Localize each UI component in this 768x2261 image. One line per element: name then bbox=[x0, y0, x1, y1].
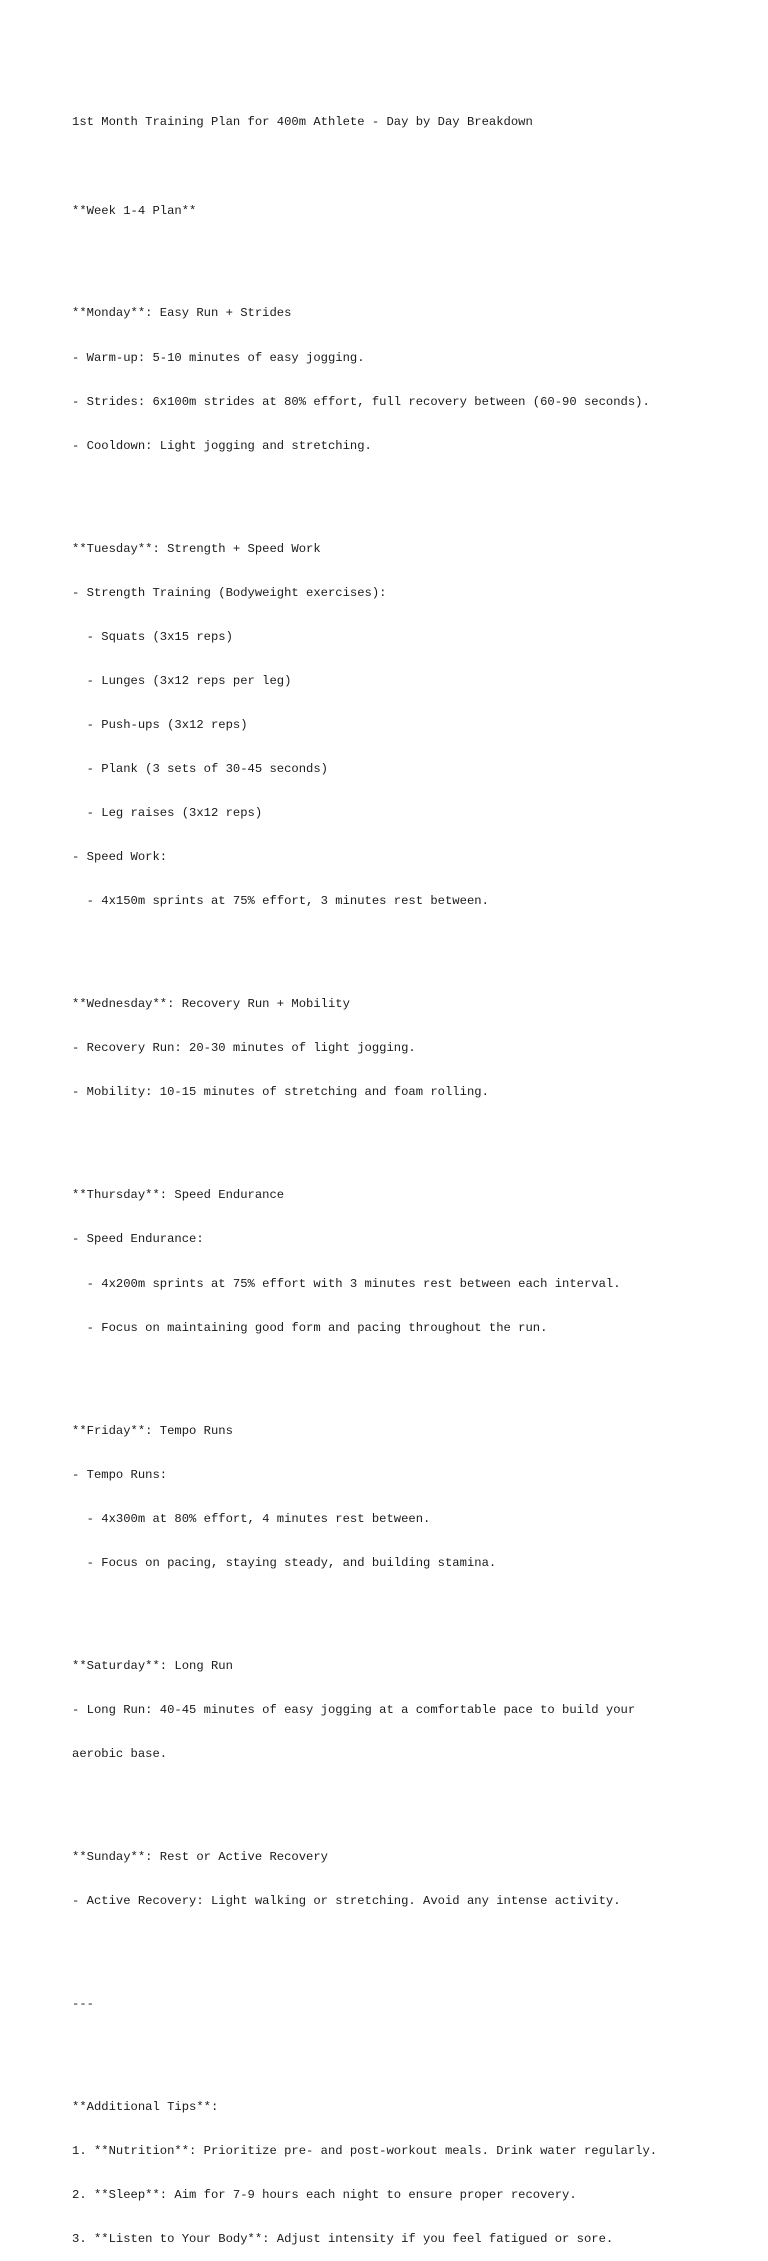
tip-item: 3. **Listen to Your Body**: Adjust intensity if you feel fatigued or sore. bbox=[72, 2231, 614, 2246]
sunday-line: - Active Recovery: Light walking or stretching. Avoid any intense activity. bbox=[72, 1893, 621, 1908]
blank-line bbox=[72, 248, 752, 263]
tuesday-line: - Push-ups (3x12 reps) bbox=[72, 718, 248, 733]
friday-line: - Tempo Runs: bbox=[72, 1467, 168, 1482]
monday-heading: **Monday**: Easy Run + Strides bbox=[72, 306, 292, 321]
blank-line bbox=[72, 2041, 752, 2056]
blank-line bbox=[72, 1365, 752, 1380]
saturday-line: - Long Run: 40-45 minutes of easy jogging at a comfortable pace to build your bbox=[72, 1702, 636, 1717]
separator: --- bbox=[72, 1996, 94, 2011]
blank-line bbox=[72, 483, 752, 498]
tips-heading: **Additional Tips**: bbox=[72, 2099, 219, 2114]
tuesday-line: - Strength Training (Bodyweight exercises): bbox=[72, 585, 387, 600]
wednesday-line: - Recovery Run: 20-30 minutes of light jogging. bbox=[72, 1041, 416, 1056]
tuesday-line: - Lunges (3x12 reps per leg) bbox=[72, 673, 292, 688]
tuesday-line: - Leg raises (3x12 reps) bbox=[72, 806, 263, 821]
wednesday-heading: **Wednesday**: Recovery Run + Mobility bbox=[72, 997, 350, 1012]
thursday-line: - 4x200m sprints at 75% effort with 3 minutes rest between each interval. bbox=[72, 1276, 621, 1291]
blank-line bbox=[72, 1938, 752, 1953]
monday-line: - Strides: 6x100m strides at 80% effort, full recovery between (60-90 seconds). bbox=[72, 394, 650, 409]
tuesday-line: - Plank (3 sets of 30-45 seconds) bbox=[72, 762, 328, 777]
blank-line bbox=[72, 1791, 752, 1806]
tuesday-line: - 4x150m sprints at 75% effort, 3 minutes rest between. bbox=[72, 894, 489, 909]
friday-line: - 4x300m at 80% effort, 4 minutes rest between. bbox=[72, 1511, 431, 1526]
thursday-heading: **Thursday**: Speed Endurance bbox=[72, 1188, 285, 1203]
tuesday-line: - Speed Work: bbox=[72, 850, 168, 865]
week-heading: **Week 1-4 Plan** bbox=[72, 203, 197, 218]
saturday-heading: **Saturday**: Long Run bbox=[72, 1658, 233, 1673]
thursday-line: - Focus on maintaining good form and pacing throughout the run. bbox=[72, 1320, 548, 1335]
blank-line bbox=[72, 1600, 752, 1615]
tuesday-line: - Squats (3x15 reps) bbox=[72, 629, 233, 644]
wednesday-line: - Mobility: 10-15 minutes of stretching and foam rolling. bbox=[72, 1085, 489, 1100]
monday-line: - Cooldown: Light jogging and stretching. bbox=[72, 438, 372, 453]
blank-line bbox=[72, 160, 752, 175]
document-title: 1st Month Training Plan for 400m Athlete - Day by Day Breakdown bbox=[72, 115, 533, 130]
monday-line: - Warm-up: 5-10 minutes of easy jogging. bbox=[72, 350, 365, 365]
thursday-line: - Speed Endurance: bbox=[72, 1232, 204, 1247]
sunday-heading: **Sunday**: Rest or Active Recovery bbox=[72, 1849, 328, 1864]
friday-line: - Focus on pacing, staying steady, and building stamina. bbox=[72, 1555, 497, 1570]
saturday-line: aerobic base. bbox=[72, 1746, 168, 1761]
document-page bbox=[72, 86, 752, 2261]
tip-item: 2. **Sleep**: Aim for 7-9 hours each night to ensure proper recovery. bbox=[72, 2187, 577, 2202]
friday-heading: **Friday**: Tempo Runs bbox=[72, 1423, 233, 1438]
blank-line bbox=[72, 1130, 752, 1145]
blank-line bbox=[72, 939, 752, 954]
tip-item: 1. **Nutrition**: Prioritize pre- and post-workout meals. Drink water regularly. bbox=[72, 2143, 658, 2158]
tuesday-heading: **Tuesday**: Strength + Speed Work bbox=[72, 541, 321, 556]
